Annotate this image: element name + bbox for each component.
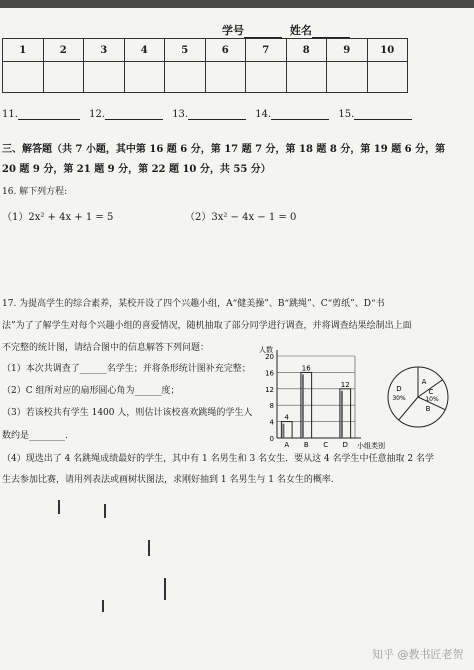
answer-cell[interactable]: [84, 62, 125, 93]
blank-line[interactable]: [271, 109, 329, 120]
q16-part1: （1）2x² + 4x + 1 = 5: [2, 212, 114, 223]
y-tick-label: 16: [265, 369, 274, 378]
student-info: [222, 22, 350, 38]
answer-col-header: 8: [286, 39, 327, 62]
q17-line2: 法”为了了解学生对每个兴趣小组的喜爱情况，随机抽取了部分同学进行调查，并将调查结果绘制出上面: [2, 321, 412, 331]
student-no-blank[interactable]: [244, 27, 282, 38]
y-tick-label: 12: [265, 385, 274, 394]
blank-line[interactable]: [105, 109, 163, 120]
answer-table-header: [3, 39, 408, 62]
answer-col-header: 7: [246, 39, 287, 62]
x-tick-label: A: [284, 441, 290, 449]
q17-part4b: 生去参加比赛，请用列表法或画树状图法，求刚好抽到 1 名男生与 1 名女生的概率.: [2, 475, 334, 485]
blank-label: 13.: [172, 109, 189, 120]
blank-line[interactable]: [188, 109, 246, 120]
q17-part2: （2）C 组所对应的扇形圆心角为______度；: [2, 386, 180, 396]
q17-part3b: 数约是________.: [2, 431, 68, 441]
name-label: 姓名: [289, 24, 312, 37]
blank-label: 15.: [338, 109, 355, 120]
pie-label: B: [425, 405, 431, 413]
answer-cell[interactable]: [3, 62, 44, 93]
scan-mark: [58, 500, 60, 514]
q16-title: 16. 解下列方程:: [2, 187, 68, 197]
answer-col-header: 4: [124, 39, 165, 62]
data-label: 12: [340, 380, 350, 389]
answer-table-row: [3, 62, 408, 93]
pie-value-label: 30%: [392, 395, 406, 402]
blank-label: 12.: [89, 109, 105, 120]
q17-line3: 不完整的统计图，请结合图中的信息解答下列问题：: [2, 343, 210, 353]
blank-label: 14.: [255, 109, 272, 120]
y-tick-label: 20: [265, 353, 274, 361]
answer-col-header: 5: [165, 39, 206, 62]
pie-label: D: [396, 385, 402, 393]
y-axis-label: 人数: [259, 346, 273, 354]
answer-table: [2, 38, 408, 93]
answer-cell[interactable]: [124, 62, 165, 93]
pie-label: C: [428, 388, 434, 396]
data-label: 16: [301, 364, 311, 373]
answer-col-header: 10: [367, 39, 408, 62]
y-tick-label: 4: [269, 418, 274, 427]
pie-label: A: [421, 378, 427, 386]
scan-mark: [164, 578, 166, 600]
answer-cell[interactable]: [367, 62, 408, 93]
x-axis-label: 小组类别: [357, 442, 385, 450]
q17-part3a: （3）若该校共有学生 1400 人，则估计该校喜欢跳绳的学生人: [2, 408, 253, 418]
blank-label: 11.: [2, 109, 18, 120]
answer-cell[interactable]: [327, 62, 368, 93]
blank-line[interactable]: [18, 109, 80, 120]
bar-chart-svg: [255, 340, 385, 455]
answer-col-header: 3: [84, 39, 125, 62]
blank-line[interactable]: [354, 109, 412, 120]
pie-value-label: 10%: [425, 396, 439, 403]
answer-col-header: 2: [43, 39, 84, 62]
student-no-label: 学号: [222, 24, 244, 37]
answer-cell[interactable]: [246, 62, 287, 93]
x-tick-label: D: [342, 441, 348, 449]
answer-cell[interactable]: [165, 62, 206, 93]
q16-part2: （2）3x² − 4x − 1 = 0: [185, 212, 297, 223]
pie-chart: [378, 362, 458, 432]
name-blank[interactable]: [312, 27, 350, 38]
q17-part4a: （4）现选出了 4 名跳绳成绩最好的学生，其中有 1 名男生和 3 名女生．要从这 4 名学生中任意抽取 2 名学: [2, 454, 434, 464]
answer-col-header: 9: [327, 39, 368, 62]
y-tick-label: 8: [269, 402, 274, 411]
section-heading-cont: 20 题 9 分，第 21 题 9 分，第 22 题 10 分，共 55 分）: [2, 164, 271, 175]
answer-col-header: 6: [205, 39, 246, 62]
data-label: 4: [284, 413, 289, 422]
scan-mark: [148, 540, 150, 556]
scan-mark: [104, 504, 106, 518]
y-tick-label: 0: [269, 435, 274, 443]
answer-cell[interactable]: [286, 62, 327, 93]
bar-chart: [255, 340, 385, 455]
answer-cell[interactable]: [43, 62, 84, 93]
q17-line1: 17. 为提高学生的综合素养，某校开设了四个兴趣小组，A“健美操”、B“跳绳”、C“剪纸”、D“书: [2, 299, 385, 309]
answer-cell[interactable]: [205, 62, 246, 93]
x-tick-label: C: [323, 441, 329, 449]
section-heading: 三、解答题（共 7 小题，其中第 16 题 6 分，第 17 题 7 分，第 18 题 8 分，第 19 题 6 分，第: [2, 144, 446, 155]
answer-col-header: 1: [3, 39, 44, 62]
cropped-header-strip: [0, 0, 474, 8]
q17-part1: （1）本次共调查了______名学生；并将条形统计图补充完整；: [2, 364, 251, 374]
pie-chart-svg: [378, 362, 458, 432]
x-tick-label: B: [303, 441, 309, 449]
fill-blank-row: [2, 109, 412, 120]
scan-mark: [102, 600, 104, 612]
watermark: 知乎 @教书匠老贺: [372, 648, 464, 661]
